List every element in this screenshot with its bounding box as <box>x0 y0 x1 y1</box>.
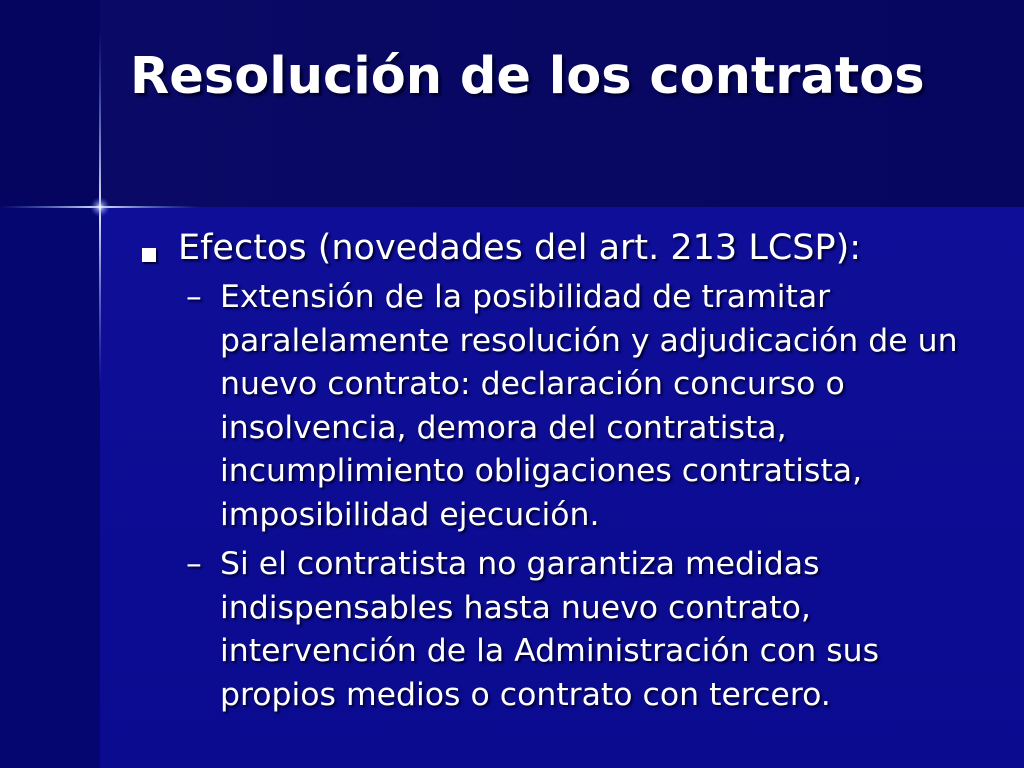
bullet-text: Efectos (novedades del art. 213 LCSP): <box>178 228 862 268</box>
square-bullet-icon <box>142 248 156 262</box>
sub-bullet-text: Extensión de la posibilidad de tramitar paralelamente resolución y adjudicación de un nuevo contrato: declaración concurso o insolvencia, demora del contratista, incumplimiento obligaciones contratista, imposibilidad ejecución. <box>220 279 958 533</box>
slide-title: Resolución de los contratos <box>130 47 925 106</box>
dash-marker: – <box>186 279 202 315</box>
sub-bullet-item <box>186 543 968 717</box>
sub-bullet-text: Si el contratista no garantiza medidas indispensables hasta nuevo contrato, intervención de la Administración con sus propios medios o contrato con tercero. <box>220 546 879 713</box>
slide-content <box>138 226 968 717</box>
dash-marker: – <box>186 546 202 582</box>
sub-bullet-item <box>186 276 968 537</box>
corner-band <box>0 0 100 207</box>
bullet-item <box>138 226 968 270</box>
